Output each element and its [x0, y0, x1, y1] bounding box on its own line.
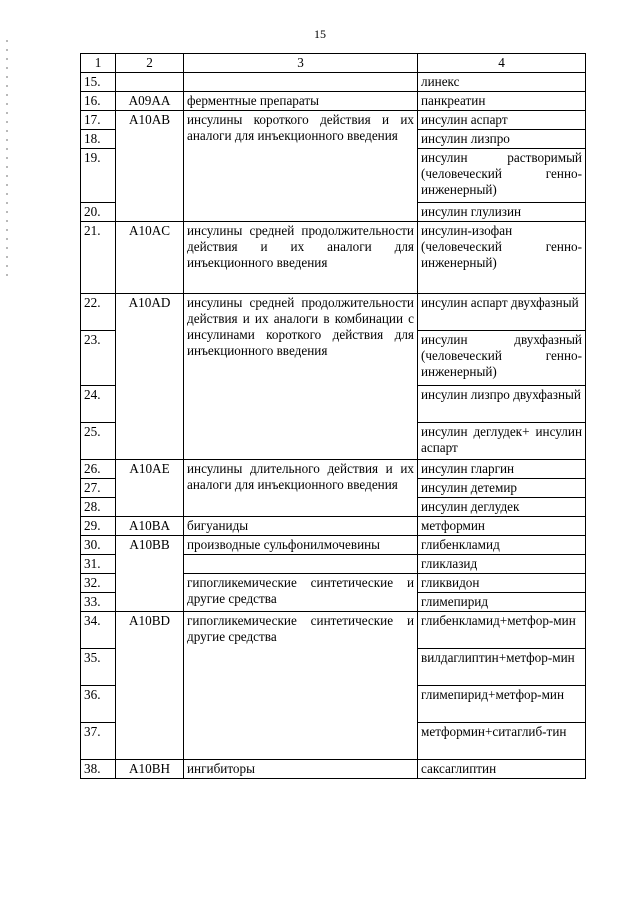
row-number: 18.: [81, 130, 116, 149]
group-description: ферментные препараты: [184, 92, 418, 111]
table-row: [81, 294, 586, 331]
row-number: 22.: [81, 294, 116, 331]
drug-name: метформин+ситаглиб-тин: [418, 723, 586, 760]
table-row: [81, 517, 586, 536]
drug-name: инсулин лизпро двухфазный: [418, 386, 586, 423]
group-description: инсулины средней продолжительности действия и их аналоги для инъекционного введения: [184, 222, 418, 294]
header-col-3: 3: [184, 54, 418, 73]
row-number: 19.: [81, 149, 116, 203]
group-description: гипогликемические синтетические и другие средства: [184, 612, 418, 760]
drug-name: гликлазид: [418, 555, 586, 574]
row-number: 25.: [81, 423, 116, 460]
group-description: производные сульфонилмочевины: [184, 536, 418, 555]
drug-name: инсулин растворимый (человеческий генно-инженерный): [418, 149, 586, 203]
header-col-2: 2: [116, 54, 184, 73]
atc-code: A10BB: [116, 536, 184, 612]
group-description: гипогликемические синтетические и другие средства: [184, 574, 418, 612]
row-number: 37.: [81, 723, 116, 760]
row-number: 31.: [81, 555, 116, 574]
atc-code: A10BD: [116, 612, 184, 760]
atc-code: A10AD: [116, 294, 184, 460]
group-description: инсулины длительного действия и их аналоги для инъекционного введения: [184, 460, 418, 517]
atc-code: A10BH: [116, 760, 184, 779]
drug-name: инсулин глулизин: [418, 203, 586, 222]
row-number: 36.: [81, 686, 116, 723]
drug-name: инсулин-изофан (человеческий генно-инженерный): [418, 222, 586, 294]
drug-name: метформин: [418, 517, 586, 536]
drug-name: вилдаглиптин+метфор-мин: [418, 649, 586, 686]
table-row: [81, 760, 586, 779]
atc-code: A10AC: [116, 222, 184, 294]
row-number: 17.: [81, 111, 116, 130]
table-row: [81, 222, 586, 294]
row-number: 21.: [81, 222, 116, 294]
row-number: 23.: [81, 331, 116, 386]
drug-name: инсулин аспарт: [418, 111, 586, 130]
table-row: [81, 460, 586, 479]
drug-table: [80, 53, 586, 779]
atc-code: A10AB: [116, 111, 184, 222]
drug-name: глибенкламид: [418, 536, 586, 555]
drug-name: инсулин двухфазный (человеческий генно-инженерный): [418, 331, 586, 386]
table-row: [81, 92, 586, 111]
drug-name: инсулин детемир: [418, 479, 586, 498]
atc-code: A10BA: [116, 517, 184, 536]
drug-name: инсулин аспарт двухфазный: [418, 294, 586, 331]
drug-name: глимепирид+метфор-мин: [418, 686, 586, 723]
group-description-empty: [184, 555, 418, 574]
row-number: 15.: [81, 73, 116, 92]
drug-name: глибенкламид+метфор-мин: [418, 612, 586, 649]
table-row: [81, 536, 586, 555]
group-description: инсулины средней продолжительности действия и их аналоги в комбинации с инсулинами короткого действия для инъекционного введения: [184, 294, 418, 460]
drug-name: инсулин лизпро: [418, 130, 586, 149]
group-description: инсулины короткого действия и их аналоги для инъекционного введения: [184, 111, 418, 222]
header-col-4: 4: [418, 54, 586, 73]
row-number: 20.: [81, 203, 116, 222]
table-row: [81, 111, 586, 130]
table-header-row: [81, 54, 586, 73]
row-number: 27.: [81, 479, 116, 498]
atc-code: A10AE: [116, 460, 184, 517]
row-number: 34.: [81, 612, 116, 649]
row-number: 24.: [81, 386, 116, 423]
group-description: бигуаниды: [184, 517, 418, 536]
drug-name: линекс: [418, 73, 586, 92]
atc-code: A09AA: [116, 92, 184, 111]
group-description: [184, 73, 418, 92]
row-number: 30.: [81, 536, 116, 555]
atc-code: [116, 73, 184, 92]
drug-name: гликвидон: [418, 574, 586, 593]
drug-name: инсулин гларгин: [418, 460, 586, 479]
table-row: [81, 612, 586, 649]
drug-name: панкреатин: [418, 92, 586, 111]
margin-scan-mark: [6, 40, 8, 280]
row-number: 26.: [81, 460, 116, 479]
row-number: 28.: [81, 498, 116, 517]
page-number: 15: [314, 27, 326, 41]
drug-name: инсулин деглудек: [418, 498, 586, 517]
row-number: 33.: [81, 593, 116, 612]
row-number: 16.: [81, 92, 116, 111]
table-row: [81, 73, 586, 92]
row-number: 35.: [81, 649, 116, 686]
group-description: ингибиторы: [184, 760, 418, 779]
row-number: 29.: [81, 517, 116, 536]
drug-name: саксаглиптин: [418, 760, 586, 779]
row-number: 38.: [81, 760, 116, 779]
header-col-1: 1: [81, 54, 116, 73]
row-number: 32.: [81, 574, 116, 593]
drug-name: глимепирид: [418, 593, 586, 612]
drug-name: инсулин деглудек+ инсулин аспарт: [418, 423, 586, 460]
